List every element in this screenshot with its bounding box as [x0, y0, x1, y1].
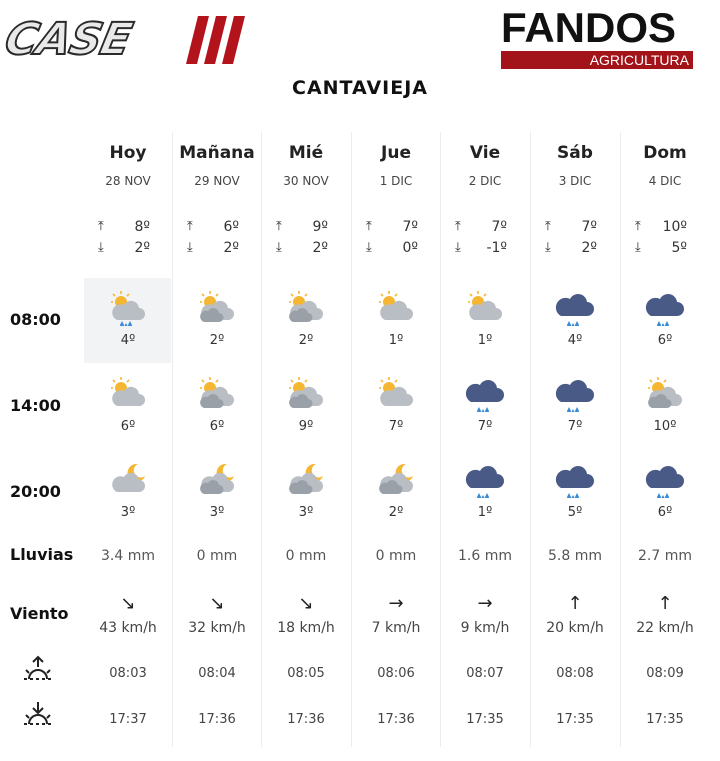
slot-temp: 9º — [298, 419, 314, 434]
day-name: Jue — [381, 143, 411, 163]
max-temp-icon: ⤒ — [187, 219, 193, 234]
slot-temp: 7º — [567, 419, 583, 434]
max-temp — [262, 219, 350, 237]
max-temp — [84, 219, 172, 237]
wind-speed: 18 km/h — [277, 620, 335, 636]
sunset-time: 17:36 — [377, 712, 415, 727]
partly-cloudy-dark-icon — [286, 290, 326, 326]
max-temp — [352, 219, 440, 237]
sunset-time: 17:36 — [287, 712, 325, 727]
slot-temp: 10º — [653, 419, 677, 434]
day-name: Mié — [288, 143, 324, 163]
partly-cloudy-dark-icon — [197, 290, 237, 326]
max-temp-icon: ⤒ — [455, 219, 461, 234]
storm-rain-icon — [465, 376, 505, 412]
slot-temp: 6º — [209, 419, 225, 434]
moon-cloud-dark-icon — [197, 462, 237, 498]
wind-direction-icon: → — [477, 593, 493, 614]
slot-temp: 1º — [477, 505, 493, 520]
min-temp — [621, 240, 709, 258]
slot-temp: 2º — [209, 333, 225, 348]
max-temp-icon: ⤒ — [98, 219, 104, 234]
sunrise-icon — [20, 655, 56, 689]
slot-temp: 6º — [120, 419, 136, 434]
day-name: Mañana — [179, 143, 255, 163]
partly-cloudy-dark-icon — [645, 376, 685, 412]
slot-temp: 3º — [120, 505, 136, 520]
row-label-rain: Lluvias — [10, 545, 74, 564]
min-temp-icon: ⤓ — [187, 240, 193, 255]
case-logo-bars — [188, 16, 242, 64]
day-date: 3 DIC — [558, 174, 592, 188]
rain-amount: 3.4 mm — [101, 548, 155, 564]
sunrise-time: 08:08 — [556, 666, 594, 681]
row-label-2000: 20:00 — [10, 482, 61, 501]
row-label-0800: 08:00 — [10, 310, 61, 329]
max-temp-value: 9º — [312, 219, 328, 235]
moon-cloud-dark-icon — [376, 462, 416, 498]
sunrise-time: 08:03 — [109, 666, 147, 681]
day-date: 4 DIC — [648, 174, 682, 188]
day-date: 30 NOV — [283, 174, 329, 188]
min-temp-value: 2º — [223, 240, 239, 256]
storm-rain-icon — [555, 462, 595, 498]
partly-cloudy-icon — [108, 376, 148, 412]
sunrise-time: 08:06 — [377, 666, 415, 681]
location-title: CANTAVIEJA — [292, 77, 428, 99]
day-name: Dom — [643, 143, 687, 163]
min-temp-icon: ⤓ — [276, 240, 282, 255]
max-temp-value: 7º — [491, 219, 507, 235]
storm-rain-icon — [645, 462, 685, 498]
min-temp-value: 2º — [581, 240, 597, 256]
storm-rain-icon — [555, 376, 595, 412]
rain-amount: 1.6 mm — [458, 548, 512, 564]
min-temp — [173, 240, 261, 258]
min-temp-icon: ⤓ — [455, 240, 461, 255]
day-date: 29 NOV — [194, 174, 240, 188]
partly-cloudy-rain-icon — [108, 290, 148, 326]
day-date: 1 DIC — [379, 174, 413, 188]
row-label-1400: 14:00 — [10, 396, 61, 415]
storm-rain-icon — [555, 290, 595, 326]
max-temp-icon: ⤒ — [545, 219, 551, 234]
partly-cloudy-icon — [465, 290, 505, 326]
max-temp — [441, 219, 529, 237]
wind-direction-icon: ↑ — [657, 593, 673, 614]
slot-temp: 4º — [567, 333, 583, 348]
day-date: 28 NOV — [105, 174, 151, 188]
rain-amount: 2.7 mm — [638, 548, 692, 564]
slot-temp: 3º — [298, 505, 314, 520]
min-temp-value: -1º — [486, 240, 507, 256]
max-temp-value: 10º — [662, 219, 687, 235]
min-temp-icon: ⤓ — [545, 240, 551, 255]
slot-temp: 3º — [209, 505, 225, 520]
slot-temp: 2º — [298, 333, 314, 348]
wind-direction-icon: ↘ — [209, 593, 225, 614]
slot-temp: 1º — [477, 333, 493, 348]
case-logo-text: CASE — [0, 14, 136, 65]
max-temp-value: 7º — [402, 219, 418, 235]
max-temp — [173, 219, 261, 237]
slot-temp: 4º — [120, 333, 136, 348]
max-temp-value: 7º — [581, 219, 597, 235]
slot-temp: 7º — [477, 419, 493, 434]
storm-rain-icon — [465, 462, 505, 498]
max-temp-value: 6º — [223, 219, 239, 235]
max-temp-icon: ⤒ — [635, 219, 641, 234]
max-temp — [621, 219, 709, 237]
wind-speed: 9 km/h — [460, 620, 510, 636]
sunset-time: 17:35 — [556, 712, 594, 727]
min-temp-value: 2º — [312, 240, 328, 256]
rain-amount: 0 mm — [196, 548, 238, 564]
wind-speed: 43 km/h — [99, 620, 157, 636]
moon-cloud-dark-icon — [286, 462, 326, 498]
case-logo — [2, 8, 242, 68]
min-temp — [441, 240, 529, 258]
sunset-icon — [20, 700, 56, 734]
wind-speed: 22 km/h — [636, 620, 694, 636]
day-name: Vie — [469, 143, 501, 163]
moon-cloud-icon — [108, 462, 148, 498]
partly-cloudy-dark-icon — [197, 376, 237, 412]
slot-temp: 5º — [567, 505, 583, 520]
wind-direction-icon: ↑ — [567, 593, 583, 614]
wind-speed: 7 km/h — [371, 620, 421, 636]
wind-speed: 20 km/h — [546, 620, 604, 636]
wind-direction-icon: ↘ — [120, 593, 136, 614]
wind-direction-icon: ↘ — [298, 593, 314, 614]
sunrise-time: 08:05 — [287, 666, 325, 681]
partly-cloudy-icon — [376, 290, 416, 326]
partly-cloudy-icon — [376, 376, 416, 412]
sunrise-time: 08:09 — [646, 666, 684, 681]
min-temp-value: 0º — [402, 240, 418, 256]
storm-rain-icon — [645, 290, 685, 326]
sunset-time: 17:35 — [466, 712, 504, 727]
min-temp — [84, 240, 172, 258]
sunset-time: 17:37 — [109, 712, 147, 727]
day-name: Sáb — [557, 143, 593, 163]
min-temp — [531, 240, 619, 258]
wind-direction-icon: → — [388, 593, 404, 614]
min-temp-icon: ⤓ — [98, 240, 104, 255]
day-name: Hoy — [109, 143, 147, 163]
min-temp — [262, 240, 350, 258]
min-temp-value: 2º — [134, 240, 150, 256]
sunrise-time: 08:04 — [198, 666, 236, 681]
min-temp — [352, 240, 440, 258]
day-date: 2 DIC — [468, 174, 502, 188]
fandos-logo — [501, 4, 693, 70]
sunrise-time: 08:07 — [466, 666, 504, 681]
rain-amount: 0 mm — [375, 548, 417, 564]
slot-temp: 7º — [388, 419, 404, 434]
max-temp — [531, 219, 619, 237]
row-label-wind: Viento — [10, 604, 69, 623]
slot-temp: 2º — [388, 505, 404, 520]
max-temp-icon: ⤒ — [276, 219, 282, 234]
partly-cloudy-dark-icon — [286, 376, 326, 412]
max-temp-value: 8º — [134, 219, 150, 235]
slot-temp: 6º — [657, 333, 673, 348]
max-temp-icon: ⤒ — [366, 219, 372, 234]
fandos-logo-text: FANDOS — [501, 4, 677, 51]
min-temp-value: 5º — [671, 240, 687, 256]
rain-amount: 5.8 mm — [548, 548, 602, 564]
slot-temp: 1º — [388, 333, 404, 348]
fandos-logo-subtitle: AGRICULTURA — [501, 51, 693, 69]
wind-speed: 32 km/h — [188, 620, 246, 636]
slot-temp: 6º — [657, 505, 673, 520]
rain-amount: 0 mm — [285, 548, 327, 564]
min-temp-icon: ⤓ — [635, 240, 641, 255]
min-temp-icon: ⤓ — [366, 240, 372, 255]
sunset-time: 17:36 — [198, 712, 236, 727]
sunset-time: 17:35 — [646, 712, 684, 727]
